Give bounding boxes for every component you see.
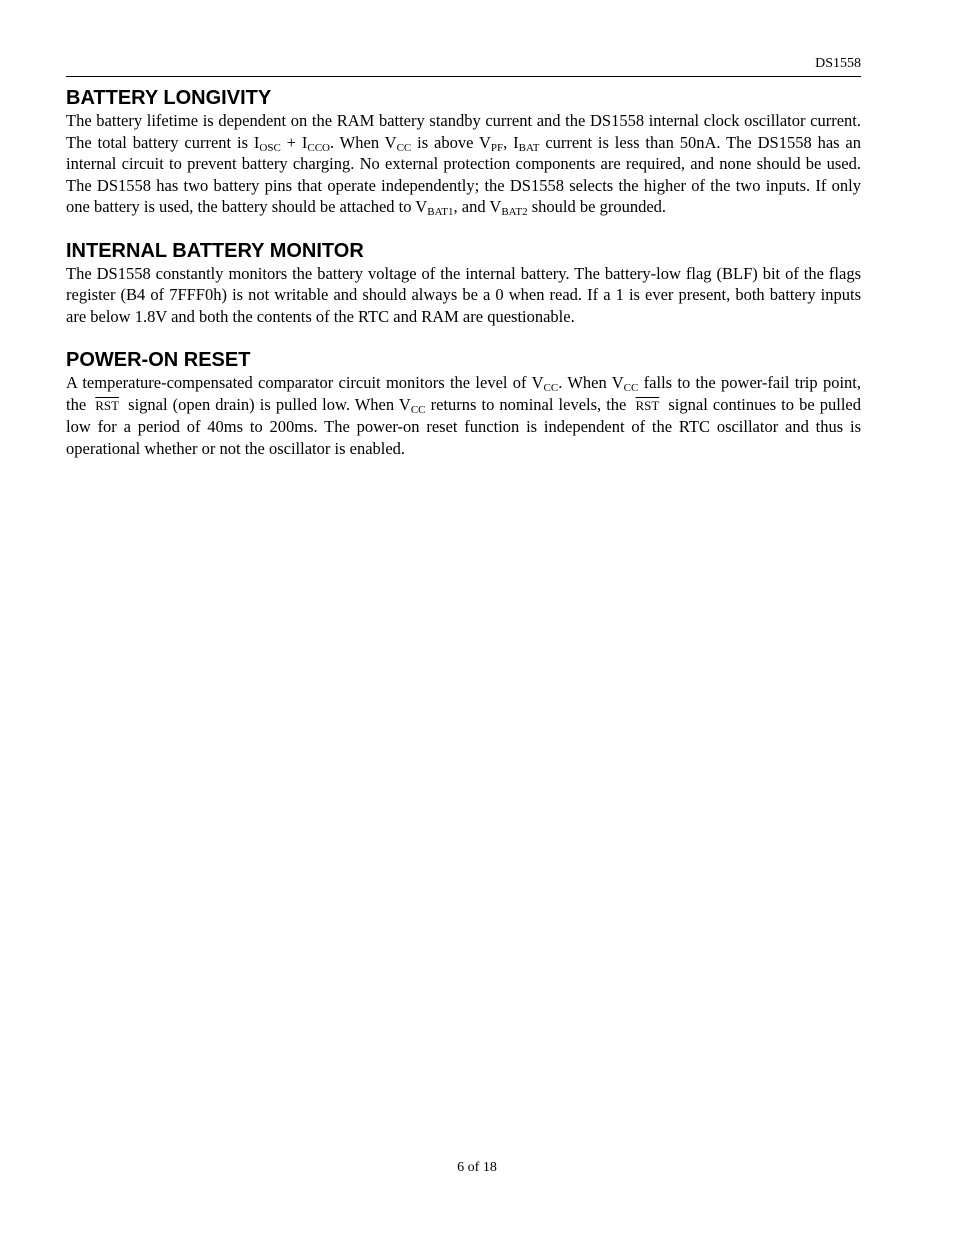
text-run: . When V: [558, 373, 624, 392]
subscript: BAT1: [427, 206, 454, 218]
text-run: The battery lifetime is dependent on the RAM battery standby current and the DS1558 internal clock oscillator current. The total battery current is I: [66, 111, 861, 152]
section-body: The DS1558 constantly monitors the battery voltage of the internal battery. The battery-low flag (BLF) bit of the flags register (B4 of 7FFF0h) is not writable and should always be a 0 when read. If a 1 is ever present, both battery inputs are below 1.8V and both the contents of the RTC and RAM are questionable.: [66, 263, 861, 326]
section-internal-battery-monitor: [66, 239, 861, 328]
subscript: CC: [396, 141, 412, 154]
page-number: 6 of 18: [457, 1160, 497, 1175]
text-run: signal (open drain) is pulled low. When V: [123, 394, 411, 414]
subscript: CC: [543, 382, 559, 394]
subscript: BAT2: [501, 206, 528, 218]
text-run: should be grounded.: [527, 197, 667, 216]
document-id: DS1558: [815, 56, 861, 71]
section-body: [66, 110, 861, 218]
text-run: A temperature-compensated comparator circuit monitors the level of V: [66, 373, 544, 392]
page-content: [66, 86, 861, 459]
subscript: CCO: [307, 141, 330, 154]
rst-signal-label: $\overline{RST}$: [95, 397, 120, 413]
text-run: . When V: [329, 132, 397, 152]
text-run: returns to nominal levels, the: [425, 394, 632, 414]
rst-signal-label: $\overline{RST}$: [635, 397, 660, 413]
section-heading: BATTERY LONGIVITY: [66, 87, 272, 109]
subscript: CC: [623, 382, 639, 394]
text-run: , I: [503, 132, 519, 152]
section-power-on-reset: [66, 348, 861, 459]
section-heading: INTERNAL BATTERY MONITOR: [66, 239, 364, 262]
page-header: [66, 56, 861, 77]
text-run: falls to the power-fail trip point, the: [66, 373, 862, 414]
section-battery-longivity: [66, 86, 861, 218]
subscript: CC: [410, 403, 426, 416]
section-heading: POWER-ON RESET: [66, 349, 251, 371]
subscript: OSC: [259, 141, 281, 154]
text-run: current is less than 50nA. The DS1558 has an internal circuit to prevent battery charging. No external protection components are required, and none should be used. The DS1558 has two battery pins that operate independently; the DS1558 selects the higher of the two inputs. If only one battery is used, the battery should be attached to V: [66, 132, 862, 216]
subscript: PF: [490, 141, 504, 154]
text-run: , and V: [453, 197, 502, 216]
section-body: [66, 372, 861, 459]
text-run: + I: [280, 132, 308, 152]
subscript: BAT: [518, 141, 540, 154]
text-run: signal continues to be pulled low for a period of 40ms to 200ms. The power-on reset function is independent of the RTC oscillator and thus is operational whether or not the oscillator is enabled.: [66, 394, 861, 458]
text-run: is above V: [411, 132, 491, 152]
